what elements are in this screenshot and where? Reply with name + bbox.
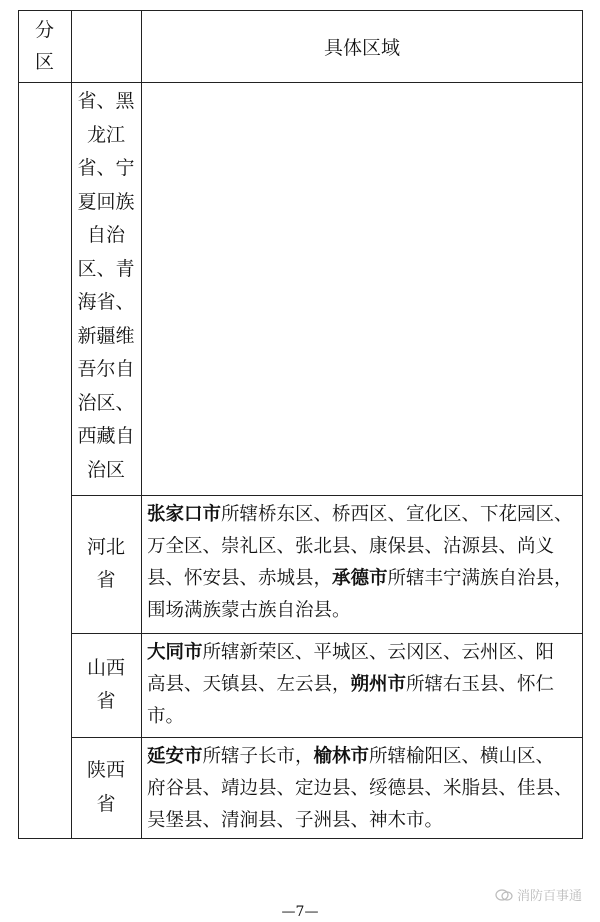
watermark-text: 消防百事通 xyxy=(516,889,582,904)
province-line: 西藏自 xyxy=(77,425,135,447)
region-text: 所辖右玉县、怀仁 xyxy=(406,674,555,695)
region-line xyxy=(147,499,577,531)
region-text: 所辖新荣区、平城区、云冈区、云州区、阳 xyxy=(202,642,555,663)
page-number: —7— xyxy=(281,904,319,920)
table-border-left xyxy=(18,10,19,839)
region-text: 所辖桥东区、桥西区、宣化区、下花园区、 xyxy=(221,504,573,525)
region-text: 所辖丰宁满族自治县， xyxy=(387,568,573,589)
region-line xyxy=(147,701,577,733)
province-list-continued xyxy=(71,85,141,487)
province-line: 海省、 xyxy=(77,291,135,313)
table-border-bottom xyxy=(18,838,583,839)
city-name: 延安市 xyxy=(147,746,203,767)
watermark xyxy=(495,885,582,904)
row-divider xyxy=(71,633,583,634)
header-divider xyxy=(18,82,583,83)
region-line xyxy=(147,563,577,595)
province-line: 省 xyxy=(96,569,116,591)
region-text: 吴堡县、清涧县、子洲县、神木市。 xyxy=(147,810,444,831)
province-line: 省 xyxy=(96,792,116,815)
province-line: 吾尔自 xyxy=(77,358,135,380)
province-hebei xyxy=(71,495,141,633)
province-line: 夏回族 xyxy=(77,190,135,213)
region-text: 高县、天镇县、左云县， xyxy=(147,674,351,695)
region-text: 市。 xyxy=(147,706,185,727)
region-line xyxy=(147,773,577,805)
region-hebei xyxy=(147,499,577,627)
row-divider xyxy=(71,495,583,496)
province-shanxi xyxy=(71,633,141,737)
province-line: 省、黑 xyxy=(77,90,135,112)
province-line: 新疆维 xyxy=(77,324,135,347)
province-shaanxi xyxy=(71,737,141,838)
region-line xyxy=(147,531,577,563)
region-shanxi xyxy=(147,637,577,733)
city-name: 大同市 xyxy=(147,642,203,663)
city-name: 榆林市 xyxy=(313,746,370,767)
row-divider xyxy=(71,737,583,738)
province-line: 省、宁 xyxy=(77,157,135,179)
city-name: 朔州市 xyxy=(350,674,407,695)
region-shaanxi xyxy=(147,741,577,837)
header-partition-line2: 区 xyxy=(34,51,54,73)
region-text: 县、怀安县、赤城县， xyxy=(147,568,333,589)
province-line: 治区、 xyxy=(77,391,135,414)
region-line xyxy=(147,595,577,627)
province-line: 治区 xyxy=(86,458,125,481)
province-line: 山西 xyxy=(86,656,125,679)
region-text: 围场满族蒙古族自治县。 xyxy=(147,600,351,621)
region-text: 府谷县、靖边县、定边县、绥德县、米脂县、佳县、 xyxy=(147,778,573,799)
column-divider-2 xyxy=(141,10,142,839)
region-line xyxy=(147,805,577,837)
header-specific-region: 具体区域 xyxy=(323,36,400,59)
region-table xyxy=(18,10,583,838)
province-line: 省 xyxy=(96,690,116,712)
region-line xyxy=(147,669,577,701)
city-name: 承德市 xyxy=(332,568,388,589)
table-border-right xyxy=(582,10,583,839)
province-line: 区、青 xyxy=(77,257,135,280)
province-line: 陕西 xyxy=(86,759,125,781)
region-line xyxy=(147,741,577,773)
region-line xyxy=(147,637,577,669)
region-text: 万全区、崇礼区、张北县、康保县、沽源县、尚义 xyxy=(147,536,555,557)
wechat-icon xyxy=(495,889,513,901)
region-text: 所辖榆阳区、横山区、 xyxy=(369,746,555,767)
province-line: 自治 xyxy=(86,224,125,246)
header-partition-line1: 分 xyxy=(34,19,54,41)
header-partition xyxy=(18,10,71,82)
province-line: 龙江 xyxy=(86,123,125,146)
region-text: 所辖子长市， xyxy=(202,746,314,767)
city-name: 张家口市 xyxy=(147,504,222,525)
province-line: 河北 xyxy=(86,535,125,558)
